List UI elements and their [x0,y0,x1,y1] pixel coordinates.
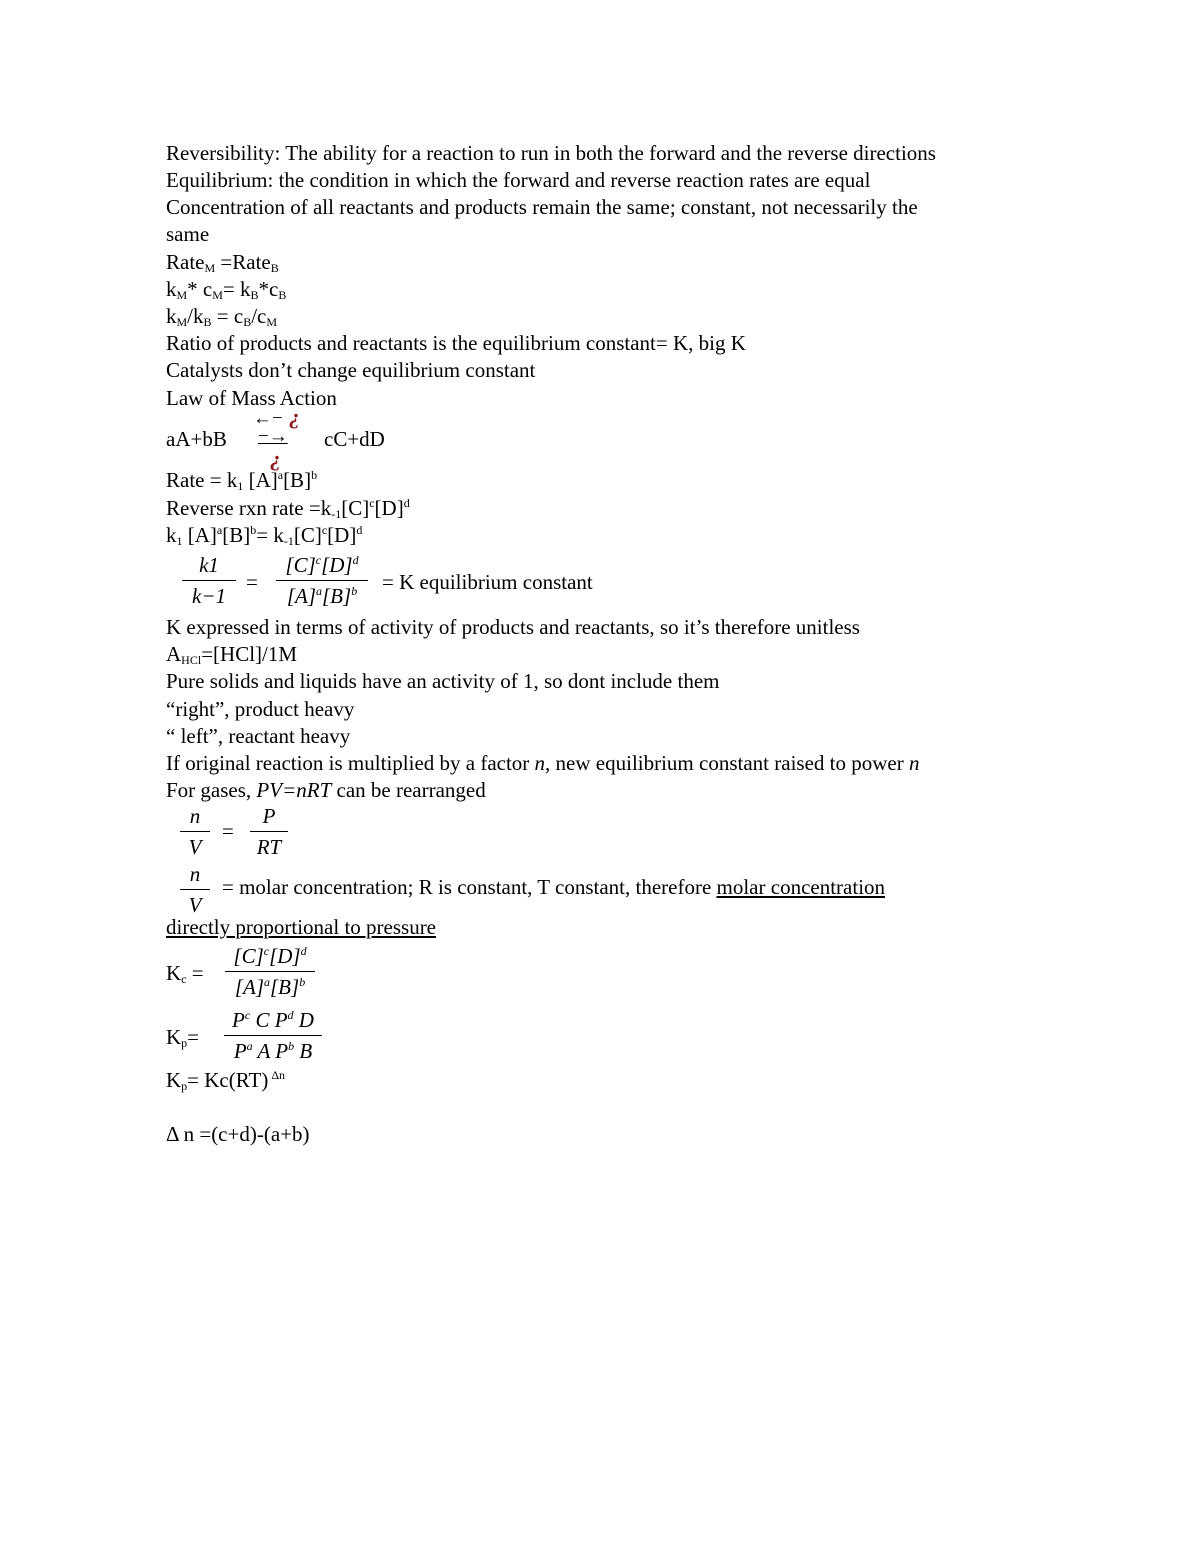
reaction-left-side: aA+bB [166,427,227,451]
rate-constant-fraction: k1 k−1 [182,551,236,610]
k-concentration-equality: $k_M*$ $c_M= k_B*c_B$ [166,277,287,302]
catalysts-line: Catalysts don’t change equilibrium constant [166,358,536,382]
equilibrium-line: Equilibrium: the condition in which the forward and reverse reaction rates are equal [166,168,871,192]
n-over-v-fraction: n V [180,802,210,861]
activity-line: $A_{HCl}=[HCl]/1M$ [166,642,298,667]
k-ratio-equality: $k_M/k_B = c_B/c_M$ [166,304,278,329]
delta-n-line: Δ n =(c+d)-(a+b) [166,1122,310,1146]
reaction-right-side: cC+dD [324,427,385,451]
gas-equals-sign: = [222,819,234,843]
gases-line: For gases, PV=nRT can be rearranged [166,778,486,802]
molar-concentration-line: = molar concentration; R is constant, T constant, therefore molar concentration [222,875,886,899]
equal-rates-line: $k_1$ $[A]^a[B]^b= k_{-1}[C]^c[D]^d$ [166,523,363,548]
kc-fraction: $[C]^c[D]^d$ $[A]^a[B]^b$ [225,942,315,1001]
pure-solids-line: Pure solids and liquids have an activity of 1, so dont include them [166,669,720,693]
equals-sign: = [246,570,258,594]
rate-law-line: Rate = $k_1$ $[A]^a[B]^b$ [166,468,318,493]
k-equilibrium-label: = K equilibrium constant [382,570,593,594]
p-over-rt-fraction: P RT [250,802,288,861]
kp-fraction: $P^c$ C $P^d$ D $P^a$ A $P^b$ B [224,1006,322,1065]
kp-kc-relation: $K_p= Kc(RT)$ $^{\Delta n}$ [166,1068,286,1093]
concentration-fraction: $[C]^c[D]^d$ $[A]^a[B]^b$ [276,551,368,610]
kp-label: $K_p=$ [166,1025,200,1050]
law-of-mass-action-heading: Law of Mass Action [166,386,337,410]
concentration-line-cont: same [166,222,210,246]
arrow-mark-bottom: ¿ [270,446,281,471]
rate-equality: Rate$_M$ =Rate$_B$ [166,250,279,275]
factor-line: If original reaction is multiplied by a factor n, new equilibrium constant raised to power n [166,751,920,775]
left-line: “ left”, reactant heavy [166,724,351,748]
reverse-arrow: ←− [253,408,283,429]
k-expressed-line: K expressed in terms of activity of products and reactants, so it’s therefore unitless [166,615,860,639]
forward-arrow: −→ [258,426,288,447]
reversibility-line: Reversibility: The ability for a reaction to run in both the forward and the reverse directions [166,141,936,165]
concentration-line: Concentration of all reactants and products remain the same; constant, not necessarily the [166,195,918,219]
arrow-mark-top: ¿ [289,404,300,429]
ratio-line: Ratio of products and reactants is the equilibrium constant= K, big K [166,331,746,355]
kc-label: $K_c$ = [166,961,204,986]
right-line: “right”, product heavy [166,697,355,721]
directly-proportional-line: directly proportional to pressure [166,915,437,939]
molar-n-over-v-fraction: n V [180,860,210,919]
reverse-rate-line: Reverse rxn rate $=k_{-1}[C]^c[D]^d$ [166,496,410,521]
